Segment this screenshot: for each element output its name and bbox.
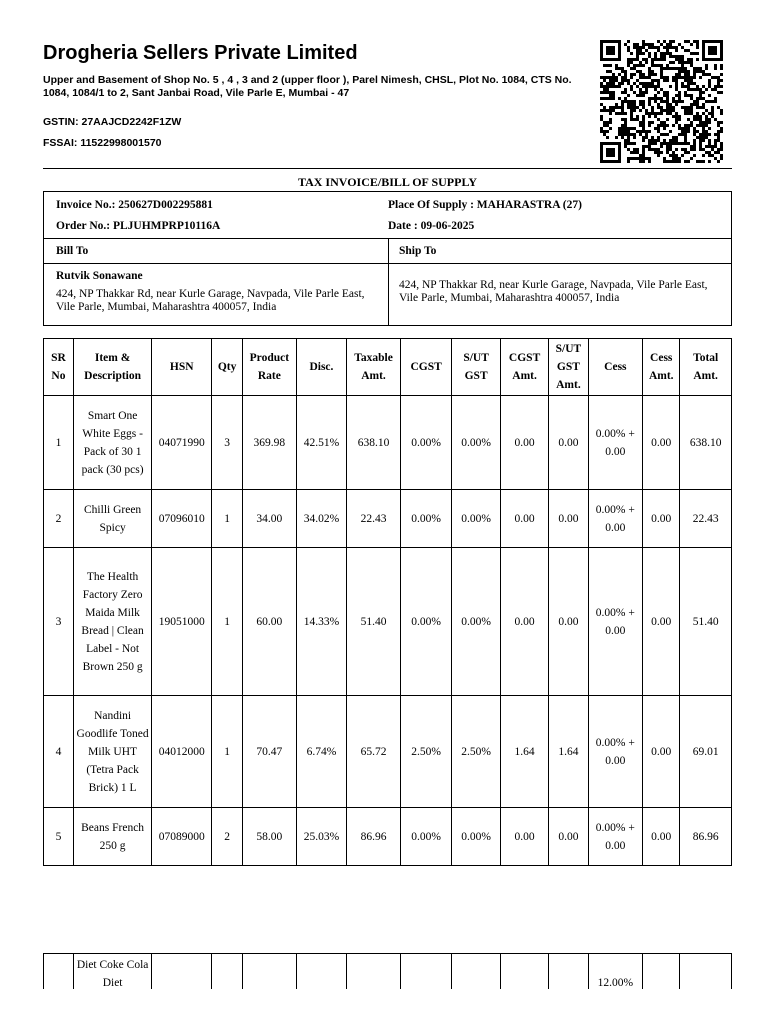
col-header: SR No bbox=[44, 339, 74, 396]
cell-disc: 6.74% bbox=[296, 696, 347, 808]
cell-sgst-amt: 1.64 bbox=[549, 696, 588, 808]
cell-cess: 0.00% + 0.00 bbox=[588, 490, 643, 548]
ship-to-address: 424, NP Thakkar Rd, near Kurle Garage, Navpada, Vile Parle East, Vile Parle, Mumbai, Maharashtra 400057, India bbox=[399, 279, 708, 304]
cell-qty: 1 bbox=[212, 490, 243, 548]
ship-to-label: Ship To bbox=[399, 245, 437, 257]
cell-sr: 1 bbox=[44, 396, 74, 490]
cell-item: The Health Factory Zero Maida Milk Bread | Clean Label - Not Brown 250 g bbox=[73, 548, 151, 696]
cell-taxable: 638.10 bbox=[347, 396, 401, 490]
col-header: Cess Amt. bbox=[643, 339, 680, 396]
cell-item: Chilli Green Spicy bbox=[73, 490, 151, 548]
col-header: Taxable Amt. bbox=[347, 339, 401, 396]
cell-taxable: 51.40 bbox=[347, 548, 401, 696]
cell-taxable: 65.72 bbox=[347, 696, 401, 808]
cell-cgst-amt: 0.00 bbox=[500, 808, 548, 866]
cell-item: Smart One White Eggs - Pack of 30 1 pack (30 pcs) bbox=[73, 396, 151, 490]
cell-sr: 3 bbox=[44, 548, 74, 696]
cell-cess-amt: 0.00 bbox=[643, 490, 680, 548]
table-header-row bbox=[44, 339, 732, 396]
cell-cess: 12.00% bbox=[588, 954, 643, 994]
cell-disc: 34.02% bbox=[296, 490, 347, 548]
cell-cgst-amt: 0.00 bbox=[500, 396, 548, 490]
cell-cess-amt: 0.00 bbox=[643, 696, 680, 808]
order-number: Order No.: PLJUHMPRP10116A bbox=[56, 220, 221, 232]
table-row bbox=[44, 696, 732, 808]
bill-to-label: Bill To bbox=[56, 245, 89, 257]
cell-cgst: 0.00% bbox=[400, 548, 452, 696]
cell-cess-amt: 0.00 bbox=[643, 548, 680, 696]
cell-cess: 0.00% + 0.00 bbox=[588, 396, 643, 490]
gstin: GSTIN: 27AAJCD2242F1ZW bbox=[43, 116, 182, 128]
cell-cgst: 0.00% bbox=[400, 490, 452, 548]
cell-rate: 60.00 bbox=[243, 548, 297, 696]
col-header: Disc. bbox=[296, 339, 347, 396]
col-header: HSN bbox=[152, 339, 212, 396]
invoice-title: TAX INVOICE/BILL OF SUPPLY bbox=[43, 168, 732, 190]
table-row bbox=[44, 954, 732, 994]
company-header bbox=[43, 40, 588, 150]
party-addresses bbox=[43, 264, 732, 326]
cell-cgst: 2.50% bbox=[400, 696, 452, 808]
fssai: FSSAI: 11522998001570 bbox=[43, 137, 162, 149]
table-row bbox=[44, 548, 732, 696]
bill-to-name: Rutvik Sonawane bbox=[56, 270, 143, 282]
cell-hsn bbox=[152, 954, 212, 994]
cell-item: Beans French 250 g bbox=[73, 808, 151, 866]
table-row bbox=[44, 490, 732, 548]
cell-cess-amt: 0.00 bbox=[643, 396, 680, 490]
invoice-meta bbox=[43, 191, 732, 239]
col-header: Total Amt. bbox=[680, 339, 732, 396]
cell-cess-amt: 0.00 bbox=[643, 808, 680, 866]
cell-total bbox=[680, 954, 732, 994]
table-row bbox=[44, 808, 732, 866]
items-table-continued bbox=[43, 953, 732, 994]
invoice-number: Invoice No.: 250627D002295881 bbox=[56, 199, 213, 211]
cell-hsn: 04071990 bbox=[152, 396, 212, 490]
col-header: Product Rate bbox=[243, 339, 297, 396]
cell-disc bbox=[296, 954, 347, 994]
cell-disc: 42.51% bbox=[296, 396, 347, 490]
place-of-supply: Place Of Supply : MAHARASTRA (27) bbox=[388, 199, 582, 211]
cell-sgst: 0.00% bbox=[452, 490, 500, 548]
cell-total: 51.40 bbox=[680, 548, 732, 696]
cell-total: 638.10 bbox=[680, 396, 732, 490]
cell-sgst-amt: 0.00 bbox=[549, 490, 588, 548]
divider bbox=[388, 264, 389, 325]
cell-total: 69.01 bbox=[680, 696, 732, 808]
col-header: S/UT GST Amt. bbox=[549, 339, 588, 396]
cell-sgst-amt: 0.00 bbox=[549, 396, 588, 490]
cell-rate: 369.98 bbox=[243, 396, 297, 490]
cell-sgst: 0.00% bbox=[452, 548, 500, 696]
cell-sgst bbox=[452, 954, 500, 994]
cell-sr: 4 bbox=[44, 696, 74, 808]
divider bbox=[388, 239, 389, 263]
cell-sgst-amt: 0.00 bbox=[549, 808, 588, 866]
cell-sgst: 2.50% bbox=[452, 696, 500, 808]
col-header: Item & Description bbox=[73, 339, 151, 396]
cell-sr bbox=[44, 954, 74, 994]
cell-hsn: 07089000 bbox=[152, 808, 212, 866]
bill-to-address: 424, NP Thakkar Rd, near Kurle Garage, Navpada, Vile Parle East, Vile Parle, Mumbai, Maharashtra 400057, India bbox=[56, 288, 365, 313]
cell-disc: 25.03% bbox=[296, 808, 347, 866]
cell-hsn: 07096010 bbox=[152, 490, 212, 548]
cell-qty: 1 bbox=[212, 696, 243, 808]
company-name: Drogheria Sellers Private Limited bbox=[43, 42, 358, 64]
cell-cgst-amt: 0.00 bbox=[500, 548, 548, 696]
page-cutoff bbox=[0, 989, 768, 1024]
col-header: S/UT GST bbox=[452, 339, 500, 396]
invoice-date: Date : 09-06-2025 bbox=[388, 220, 475, 232]
cell-sgst-amt bbox=[549, 954, 588, 994]
cell-qty bbox=[212, 954, 243, 994]
cell-cgst-amt: 1.64 bbox=[500, 696, 548, 808]
cell-total: 22.43 bbox=[680, 490, 732, 548]
party-header bbox=[43, 239, 732, 264]
cell-sr: 5 bbox=[44, 808, 74, 866]
col-header: Cess bbox=[588, 339, 643, 396]
col-header: CGST Amt. bbox=[500, 339, 548, 396]
cell-cess: 0.00% + 0.00 bbox=[588, 696, 643, 808]
cell-cgst-amt: 0.00 bbox=[500, 490, 548, 548]
cell-item: Nandini Goodlife Toned Milk UHT (Tetra Pack Brick) 1 L bbox=[73, 696, 151, 808]
cell-cgst bbox=[400, 954, 452, 994]
cell-qty: 2 bbox=[212, 808, 243, 866]
cell-hsn: 04012000 bbox=[152, 696, 212, 808]
cell-taxable bbox=[347, 954, 401, 994]
cell-cgst: 0.00% bbox=[400, 396, 452, 490]
cell-cess: 0.00% + 0.00 bbox=[588, 548, 643, 696]
cell-disc: 14.33% bbox=[296, 548, 347, 696]
col-header: Qty bbox=[212, 339, 243, 396]
cell-cgst-amt bbox=[500, 954, 548, 994]
cell-qty: 1 bbox=[212, 548, 243, 696]
cell-rate: 58.00 bbox=[243, 808, 297, 866]
cell-cess: 0.00% + 0.00 bbox=[588, 808, 643, 866]
cell-taxable: 22.43 bbox=[347, 490, 401, 548]
cell-sgst: 0.00% bbox=[452, 808, 500, 866]
cell-taxable: 86.96 bbox=[347, 808, 401, 866]
company-address: Upper and Basement of Shop No. 5 , 4 , 3 and 2 (upper floor ), Parel Nimesh, CHSL, Plot No. 1084, CTS No. 1084, 1084/1 to 2, Sant Janbai Road, Vile Parle E, Mumbai - 47 bbox=[43, 74, 572, 99]
cell-qty: 3 bbox=[212, 396, 243, 490]
cell-cess-amt bbox=[643, 954, 680, 994]
cell-item: Diet Coke Cola Diet bbox=[73, 954, 151, 994]
table-row bbox=[44, 396, 732, 490]
col-header: CGST bbox=[400, 339, 452, 396]
items-table bbox=[43, 338, 732, 866]
qr-code-icon bbox=[597, 40, 726, 163]
cell-sgst: 0.00% bbox=[452, 396, 500, 490]
cell-sgst-amt: 0.00 bbox=[549, 548, 588, 696]
cell-cgst: 0.00% bbox=[400, 808, 452, 866]
cell-hsn: 19051000 bbox=[152, 548, 212, 696]
cell-rate: 34.00 bbox=[243, 490, 297, 548]
cell-rate bbox=[243, 954, 297, 994]
cell-total: 86.96 bbox=[680, 808, 732, 866]
cell-sr: 2 bbox=[44, 490, 74, 548]
cell-rate: 70.47 bbox=[243, 696, 297, 808]
